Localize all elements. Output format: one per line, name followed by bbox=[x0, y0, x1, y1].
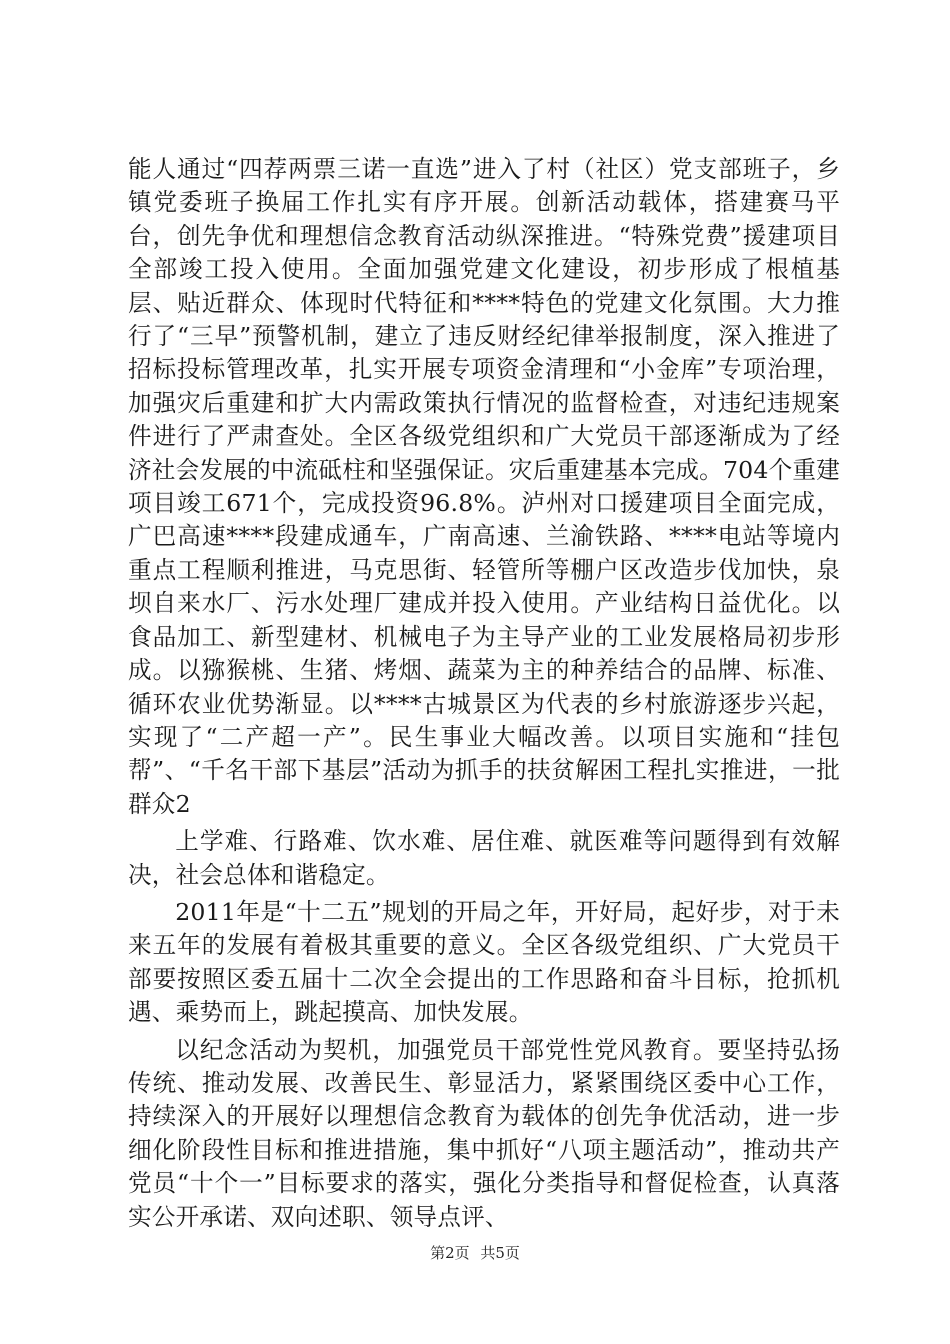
page-footer bbox=[0, 1243, 950, 1263]
paragraph-3: 2011年是“十二五”规划的开局之年，开好局，起好步，对于未来五年的发展有着极其重要的意义。全区各级党组织、广大党员干部要按照区委五届十二次全会提出的工作思路和奋斗目标，抢抓机遇、乘势而上，跳起摸高、加快发展。 bbox=[128, 897, 840, 1027]
paragraph-2: 上学难、行路难、饮水难、居住难、就医难等问题得到有效解决，社会总体和谐稳定。 bbox=[128, 827, 840, 889]
page-number: 第2页 bbox=[430, 1244, 470, 1262]
document-body bbox=[128, 153, 840, 1234]
paragraph-4: 以纪念活动为契机，加强党员干部党性党风教育。要坚持弘扬传统、推动发展、改善民生、彰显活力，紧紧围绕区委中心工作，持续深入的开展好以理想信念教育为载体的创先争优活动，进一步细化阶段性目标和推进措施，集中抓好“八项主题活动”，推动共产党员“十个一”目标要求的落实，强化分类指导和督促检查，认真落实公开承诺、双向述职、领导点评、 bbox=[128, 1035, 840, 1231]
paragraph-1: 能人通过“四荐两票三诺一直选”进入了村（社区）党支部班子，乡镇党委班子换届工作扎实有序开展。创新活动载体，搭建赛马平台，创先争优和理想信念教育活动纵深推进。“特殊党费”援建项目全部竣工投入使用。全面加强党建文化建设，初步形成了根植基层、贴近群众、体现时代特征和****特色的党建文化氛围。大力推行了“三早”预警机制，建立了违反财经纪律举报制度，深入推进了招标投标管理改革，扎实开展专项资金清理和“小金库”专项治理，加强灾后重建和扩大内需政策执行情况的监督检查，对违纪违规案件进行了严肃查处。全区各级党组织和广大党员干部逐渐成为了经济社会发展的中流砥柱和坚强保证。灾后重建基本完成。704个重建项目竣工671个，完成投资96.8%。泸州对口援建项目全面完成，广巴高速****段建成通车，广南高速、兰渝铁路、****电站等境内重点工程顺利推进，马克思街、轻管所等棚户区改造步伐加快，泉坝自来水厂、污水处理厂建成并投入使用。产业结构日益优化。以食品加工、新型建材、机械电子为主导产业的工业发展格局初步形成。以猕猴桃、生猪、烤烟、蔬菜为主的种养结合的品牌、标准、循环农业优势渐显。以****古城景区为代表的乡村旅游逐步兴起，实现了“二产超一产”。民生事业大幅改善。以项目实施和“挂包帮”、“千名干部下基层”活动为抓手的扶贫解困工程扎实推进，一批群众2 bbox=[128, 155, 840, 818]
page-total: 共5页 bbox=[480, 1244, 520, 1262]
